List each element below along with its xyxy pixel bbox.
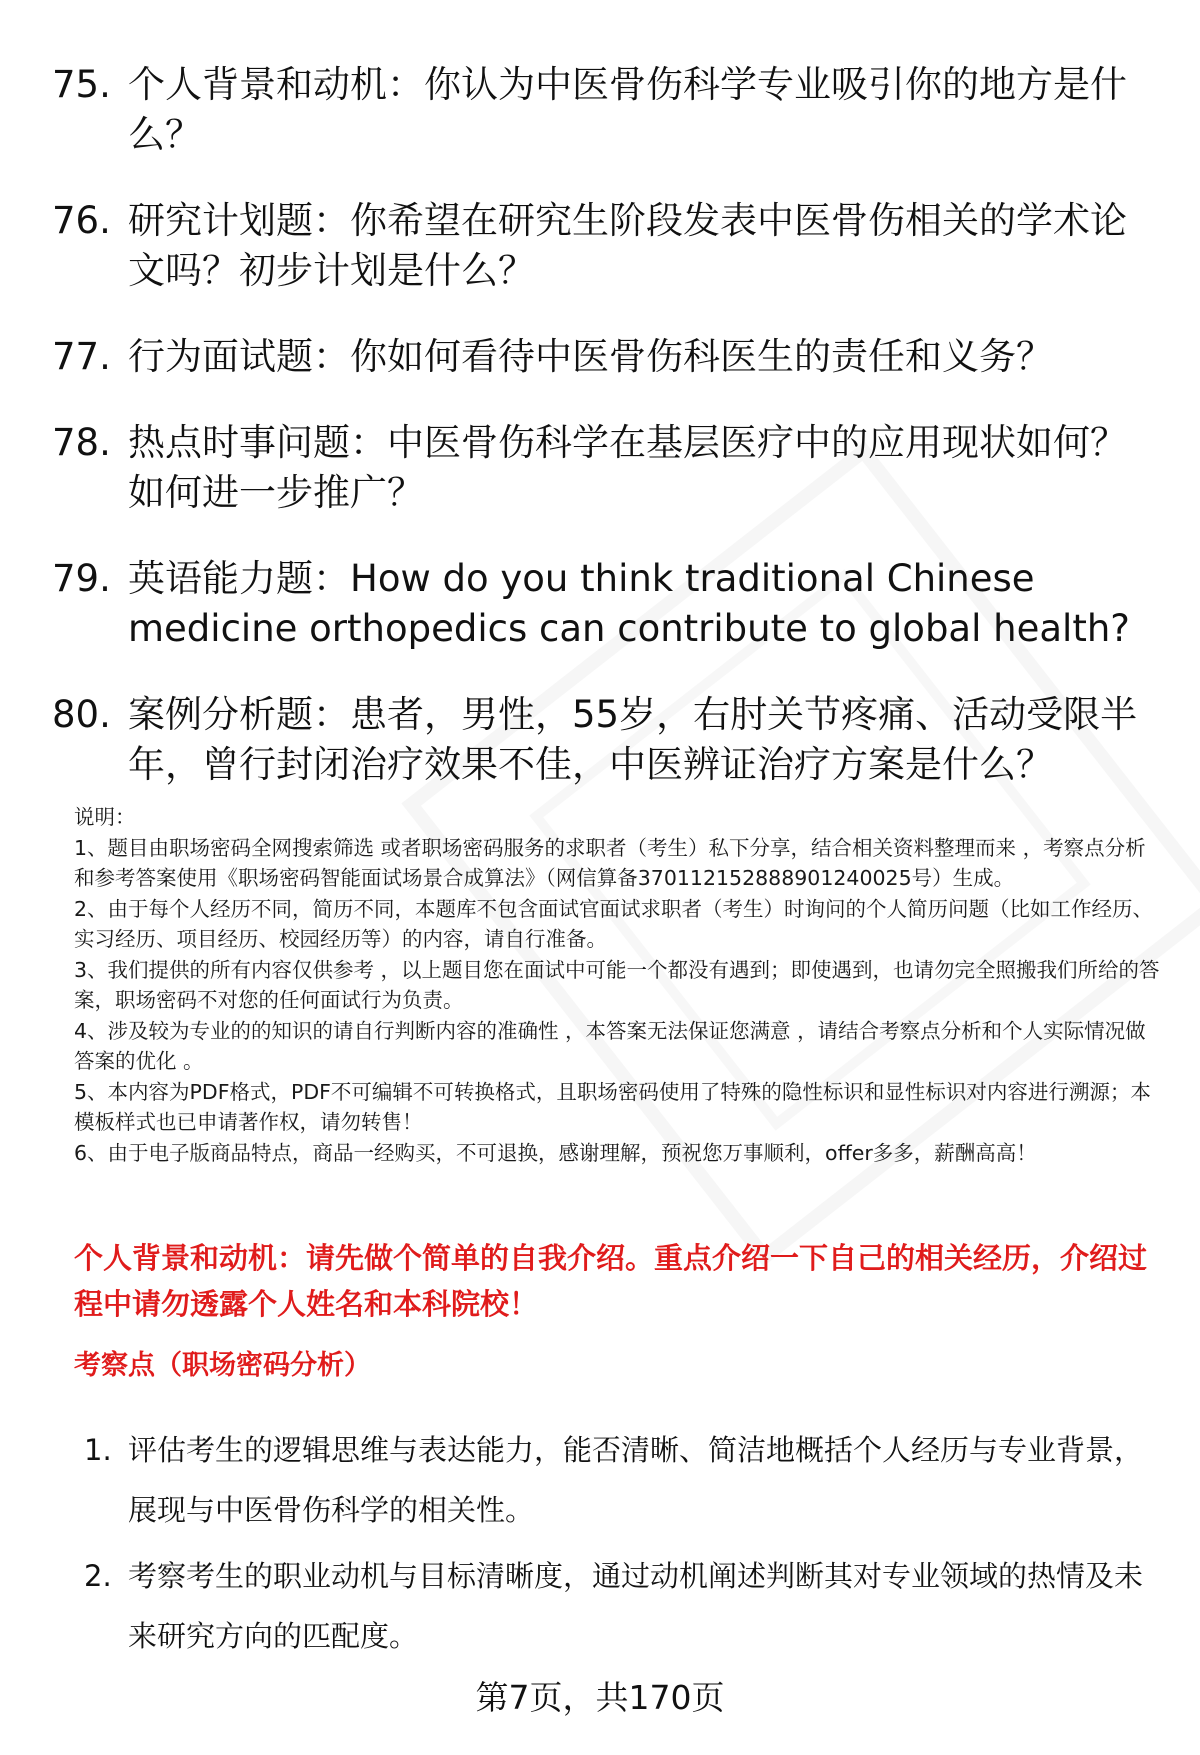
question-item — [52, 332, 1162, 382]
notes-title: 说明： — [74, 805, 136, 829]
question-number: 76. — [52, 199, 111, 242]
question-text: 研究计划题：你希望在研究生阶段发表中医骨伤相关的学术论文吗？初步计划是什么？ — [128, 199, 1127, 292]
question-text: 英语能力题：How do you think traditional Chinese medicine orthopedics can contribute to global health? — [128, 557, 1130, 650]
section-heading: 个人背景和动机：请先做个简单的自我介绍。重点介绍一下自己的相关经历，介绍过程中请勿透露个人姓名和本科院校！ — [74, 1241, 1148, 1321]
disclaimer-notes — [74, 802, 1164, 1168]
note-item: 5、本内容为PDF格式，PDF不可编辑不可转换格式，且职场密码使用了特殊的隐性标识和显性标识对内容进行溯源；本模板样式也已申请著作权，请勿转售！ — [74, 1079, 1151, 1134]
question-item — [52, 196, 1162, 296]
section-subheading: 考察点（职场密码分析） — [74, 1350, 371, 1381]
question-list — [52, 60, 1162, 826]
question-text: 案例分析题：患者，男性，55岁，右肘关节疼痛、活动受限半年，曾行封闭治疗效果不佳，中医辨证治疗方案是什么？ — [128, 693, 1138, 786]
point-text: 考察考生的职业动机与目标清晰度，通过动机阐述判断其对专业领域的热情及未来研究方向的匹配度。 — [128, 1559, 1144, 1653]
question-number: 75. — [52, 63, 111, 106]
question-item — [52, 554, 1162, 654]
question-text: 个人背景和动机：你认为中医骨伤科学专业吸引你的地方是什么？ — [128, 63, 1127, 156]
analysis-points — [84, 1420, 1164, 1672]
point-number: 1. — [84, 1433, 112, 1467]
note-item: 3、我们提供的所有内容仅供参考 ，以上题目您在面试中可能一个都没有遇到；即使遇到，也请勿完全照搬我们所给的答案，职场密码不对您的任何面试行为负责。 — [74, 957, 1160, 1012]
question-number: 78. — [52, 421, 111, 464]
page-footer: 第7页，共170页 — [475, 1678, 725, 1717]
point-number: 2. — [84, 1559, 112, 1593]
question-number: 79. — [52, 557, 111, 600]
note-item: 1、题目由职场密码全网搜索筛选 或者职场密码服务的求职者（考生）私下分享，结合相关资料整理而来 ，考察点分析和参考答案使用《职场密码智能面试场景合成算法》（网信算备370112152888901240025号）生成。 — [74, 835, 1146, 890]
question-item — [52, 60, 1162, 160]
analysis-point — [84, 1420, 1164, 1540]
note-item: 6、由于电子版商品特点，商品一经购买，不可退换，感谢理解，预祝您万事顺利，offer多多，薪酬高高！ — [74, 1140, 1037, 1165]
question-text: 热点时事问题：中医骨伤科学在基层医疗中的应用现状如何？如何进一步推广？ — [128, 421, 1127, 514]
question-number: 77. — [52, 335, 111, 378]
point-text: 评估考生的逻辑思维与表达能力，能否清晰、简洁地概括个人经历与专业背景，展现与中医骨伤科学的相关性。 — [128, 1433, 1144, 1527]
question-number: 80. — [52, 693, 111, 736]
question-item — [52, 690, 1162, 790]
question-item — [52, 418, 1162, 518]
note-item: 4、涉及较为专业的的知识的请自行判断内容的准确性 ，本答案无法保证您满意 ，请结合考察点分析和个人实际情况做答案的优化 。 — [74, 1018, 1146, 1073]
analysis-point — [84, 1546, 1164, 1666]
question-text: 行为面试题：你如何看待中医骨伤科医生的责任和义务？ — [128, 335, 1053, 378]
note-item: 2、由于每个人经历不同，简历不同，本题库不包含面试官面试求职者（考生）时询问的个人简历问题（比如工作经历、实习经历、项目经历、校园经历等）的内容，请自行准备。 — [74, 896, 1154, 951]
